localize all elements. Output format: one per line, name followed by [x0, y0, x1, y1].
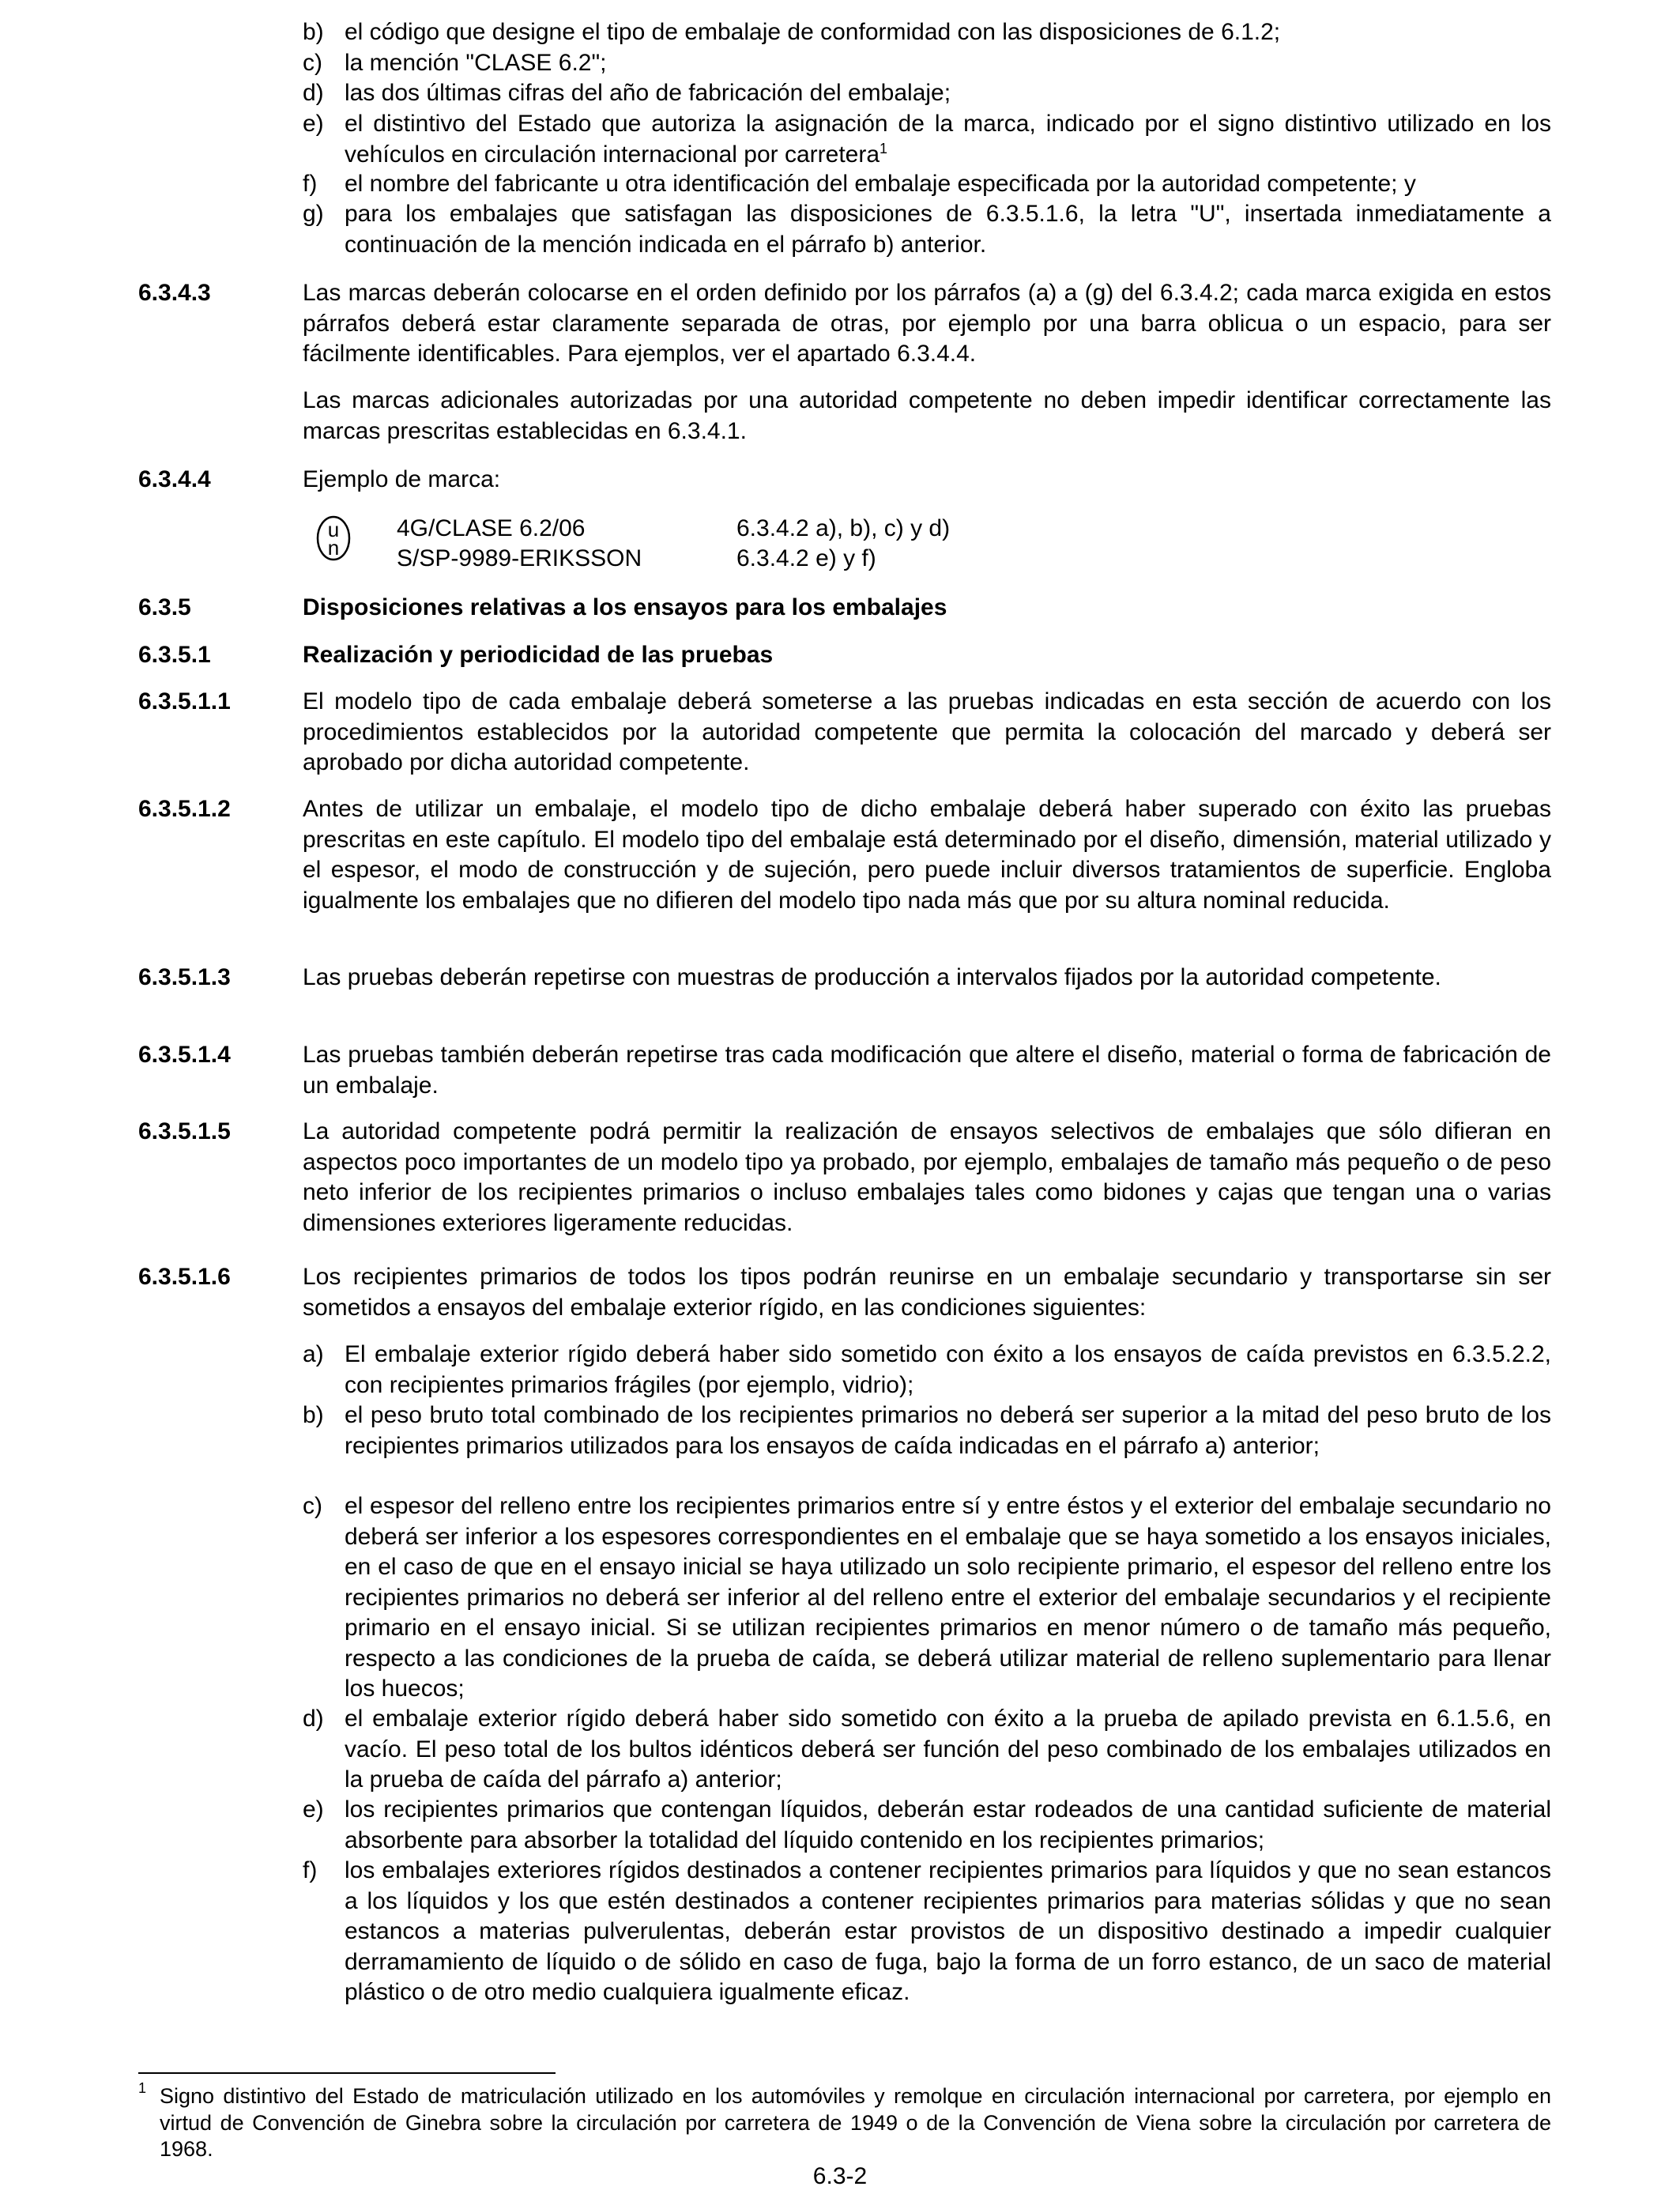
mark-example-ref-1: 6.3.4.2 a), b), c) y d)	[736, 515, 951, 541]
section-6-3-5-heading	[138, 593, 1551, 624]
list-text: los embalajes exteriores rígidos destinados a contener recipientes primarios para líquidos y que no sean estancos a los líquidos y los que estén destinados a contener recipientes primarios para materias sólidas y que no sean estancos a materias pulverulentas, deberán estar provistos de un dispositivo destinado a impedir cualquier derramamiento de líquido o de sólido en caso de fuga, bajo la forma de un forro estanco, de un saco de material plástico o de otro medio cualquiera igualmente eficaz.	[345, 1857, 1551, 2005]
section-6-3-4-4	[138, 465, 1551, 496]
page-number: 6.3-2	[812, 2163, 868, 2189]
section-text: Las pruebas deberán repetirse con muestras de producción a intervalos fijados por la autoridad competente.	[303, 964, 1441, 990]
list-item-g	[303, 199, 1551, 260]
mark-example-line-2: S/SP-9989-ERIKSSON	[397, 545, 642, 571]
list-text	[345, 109, 1551, 170]
section-text: Las pruebas también deberán repetirse tras cada modificación que altere el diseño, material o forma de fabricación de un embalaje.	[303, 1042, 1551, 1099]
mark-example-line-1: 4G/CLASE 6.2/06	[397, 515, 586, 541]
footnote-separator	[138, 2072, 556, 2074]
condition-item-a	[303, 1340, 1551, 1400]
list-item-d	[303, 78, 1551, 109]
section-number: 6.3.5	[138, 594, 191, 620]
section-number: 6.3.5.1.4	[138, 1042, 231, 1068]
mark-example-ref-2: 6.3.4.2 e) y f)	[736, 545, 876, 571]
section-number: 6.3.4.4	[138, 466, 211, 492]
section-text: Las marcas deberán colocarse en el orden definido por los párrafos (a) a (g) del 6.3.4.2; cada marca exigida en estos párrafos deberá estar claramente separada de otras, por ejemplo por una barra oblicua o un espacio, para ser fácilmente identificables. Para ejemplos, ver el apartado 6.3.4.4.	[303, 280, 1551, 367]
list-label: d)	[303, 1706, 324, 1732]
list-item-f	[303, 169, 1551, 200]
list-text: el espesor del relleno entre los recipientes primarios entre sí y entre éstos y el exterior del embalaje secundario no deberá ser inferior a los espesores correspondientes en el embalaje que se haya sometido a los ensayos iniciales, en el caso de que en el ensayo inicial se haya utilizado un solo recipiente primario, el espesor del relleno entre los recipientes primarios no deberá ser inferior al del relleno entre el exterior del embalaje secundarios y el recipiente primario en el ensayo inicial. Si se utilizan recipientes primarios en menor número o de tamaño más pequeño, respecto a las condiciones de la prueba de caída, se deberá utilizar material de relleno suplementario para llenar los huecos;	[345, 1493, 1551, 1702]
list-label: c)	[303, 1493, 322, 1519]
list-label: f)	[303, 1857, 318, 1883]
section-number: 6.3.4.3	[138, 280, 211, 306]
footnote-number: 1	[138, 2080, 147, 2096]
section-text: Antes de utilizar un embalaje, el modelo tipo de dicho embalaje deberá haber superado con éxito las pruebas prescritas en este capítulo. El modelo tipo del embalaje está determinado por el diseño, dimensión, material utilizado y el espesor, el modo de construcción y de sujeción, pero puede incluir diversos tratamientos de superficie. Engloba igualmente los embalajes que no difieren del modelo tipo nada más que por su altura nominal reducida.	[303, 796, 1551, 914]
list-label: a)	[303, 1341, 324, 1367]
section-number: 6.3.5.1	[138, 642, 211, 668]
section-number: 6.3.5.1.6	[138, 1264, 231, 1290]
list-label: b)	[303, 19, 324, 45]
section-number: 6.3.5.1.3	[138, 964, 231, 990]
section-6-3-5-1-5	[138, 1117, 1551, 1238]
list-text: el embalaje exterior rígido deberá haber sido sometido con éxito a la prueba de apilado prevista en 6.1.5.6, en vacío. El peso total de los bultos idénticos deberá ser función del peso combinado de los embalajes utilizados en la prueba de caída del párrafo a) anterior;	[345, 1706, 1551, 1793]
list-label: d)	[303, 80, 324, 106]
list-text: el peso bruto total combinado de los recipientes primarios no deberá ser superior a la mitad del peso bruto de los recipientes primarios utilizados para los ensayos de caída indicadas en el párrafo a) anterior;	[345, 1402, 1551, 1459]
section-6-3-4-3-paragraph-2: Las marcas adicionales autorizadas por una autoridad competente no deben impedir identificar correctamente las marcas prescritas establecidas en 6.3.4.1.	[303, 387, 1551, 444]
condition-item-c	[303, 1491, 1551, 1705]
un-packaging-symbol-icon	[316, 515, 351, 561]
list-label: g)	[303, 201, 324, 227]
list-label: c)	[303, 50, 322, 76]
list-label: f)	[303, 171, 318, 197]
list-item-b	[303, 17, 1551, 48]
condition-item-b	[303, 1400, 1551, 1461]
condition-item-d	[303, 1704, 1551, 1796]
list-text: El embalaje exterior rígido deberá haber sido sometido con éxito a los ensayos de caída previstos en 6.3.5.2.2, con recipientes primarios frágiles (por ejemplo, vidrio);	[345, 1341, 1551, 1398]
section-6-3-5-1-1	[138, 687, 1551, 778]
section-number: 6.3.5.1.1	[138, 688, 231, 714]
section-6-3-5-1-2	[138, 794, 1551, 916]
section-6-3-5-1-6	[138, 1262, 1551, 1323]
section-6-3-5-1-heading	[138, 640, 1551, 671]
condition-item-e	[303, 1795, 1551, 1856]
section-number: 6.3.5.1.5	[138, 1118, 231, 1144]
list-item-c	[303, 48, 1551, 79]
section-text: El modelo tipo de cada embalaje deberá someterse a las pruebas indicadas en esta sección de acuerdo con los procedimientos establecidos por la autoridad competente que permita la colocación del marcado y deberá ser aprobado por dicha autoridad competente.	[303, 688, 1551, 775]
list-text: la mención "CLASE 6.2";	[345, 50, 607, 76]
list-text: las dos últimas cifras del año de fabricación del embalaje;	[345, 80, 951, 106]
section-6-3-5-1-4	[138, 1040, 1551, 1101]
section-text: La autoridad competente podrá permitir la realización de ensayos selectivos de embalajes que sólo difieran en aspectos poco importantes de un modelo tipo ya probado, por ejemplo, embalajes de tamaño más pequeño o de peso neto inferior de los recipientes primarios o incluso embalajes tales como bidones y cajas que tengan una o varias dimensiones exteriores ligeramente reducidas.	[303, 1118, 1551, 1236]
un-symbol-letter-n: n	[327, 536, 340, 560]
list-text-body: el distintivo del Estado que autoriza la asignación de la marca, indicado por el signo distintivo utilizado en los vehículos en circulación internacional por carretera	[345, 111, 1551, 168]
section-title: Disposiciones relativas a los ensayos para los embalajes	[303, 594, 947, 620]
un-symbol-letter-u: u	[327, 518, 340, 541]
footnote-ref: 1	[880, 140, 888, 156]
list-text: el nombre del fabricante u otra identificación del embalaje especificada por la autoridad competente; y	[345, 171, 1416, 197]
section-title: Realización y periodicidad de las pruebas	[303, 642, 774, 668]
list-label: b)	[303, 1402, 324, 1428]
condition-item-f	[303, 1856, 1551, 2008]
list-label: e)	[303, 111, 324, 137]
section-text: Los recipientes primarios de todos los tipos podrán reunirse en un embalaje secundario y transportarse sin ser sometidos a ensayos del embalaje exterior rígido, en las condiciones siguientes:	[303, 1264, 1551, 1321]
list-label: e)	[303, 1796, 324, 1823]
list-item-e	[303, 109, 1551, 170]
footnote	[138, 2080, 1551, 2163]
footnote-text: Signo distintivo del Estado de matriculación utilizado en los automóviles y remolque en circulación internacional por carretera, por ejemplo en virtud de Convención de Ginebra sobre la circulación por carretera de 1949 o de la Convención de Viena sobre la circulación por carretera de 1968.	[160, 2084, 1551, 2161]
list-text: los recipientes primarios que contengan líquidos, deberán estar rodeados de una cantidad suficiente de material absorbente para absorber la totalidad del líquido contenido en los recipientes primarios;	[345, 1796, 1551, 1853]
section-6-3-5-1-3	[138, 963, 1551, 993]
list-text: para los embalajes que satisfagan las disposiciones de 6.3.5.1.6, la letra "U", insertada inmediatamente a continuación de la mención indicada en el párrafo b) anterior.	[345, 201, 1551, 258]
section-6-3-4-3	[138, 278, 1551, 370]
list-text: el código que designe el tipo de embalaje de conformidad con las disposiciones de 6.1.2;	[345, 19, 1281, 45]
section-number: 6.3.5.1.2	[138, 796, 231, 822]
section-text: Ejemplo de marca:	[303, 466, 501, 492]
